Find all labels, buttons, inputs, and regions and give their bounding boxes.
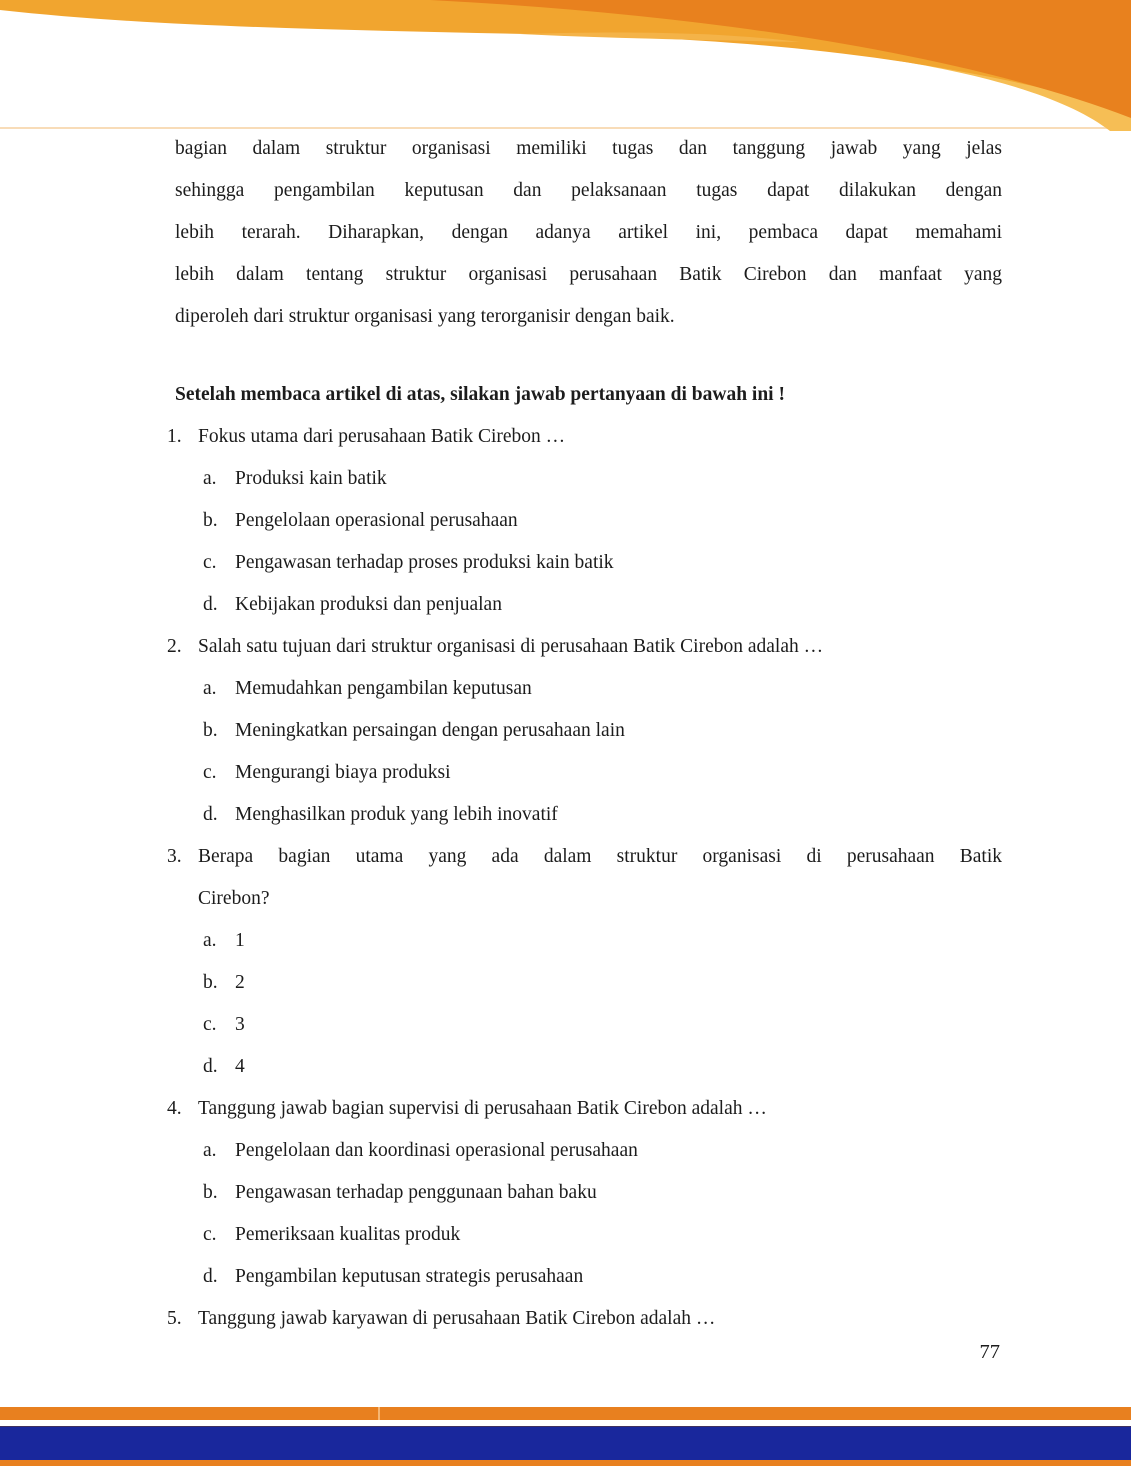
body-paragraph	[167, 128, 1002, 338]
instruction-heading: Setelah membaca artikel di atas, silakan jawab pertanyaan di bawah ini !	[175, 384, 785, 405]
question-number: 1.	[167, 426, 182, 447]
question-number: 3.	[167, 846, 182, 867]
question-number: 4.	[167, 1098, 182, 1119]
question-row	[167, 416, 1002, 458]
option-text: Pemeriksaan kualitas produk	[235, 1224, 461, 1245]
question-number: 5.	[167, 1308, 182, 1329]
paragraph-line: lebih terarah. Diharapkan, dengan adanya artikel ini, pembaca dapat memahami	[175, 222, 1002, 243]
option-letter: c.	[203, 762, 217, 783]
option-letter: d.	[203, 804, 218, 825]
option-text: 1	[235, 930, 245, 951]
option-letter: a.	[203, 468, 217, 489]
option-text: 2	[235, 972, 245, 993]
option-letter: b.	[203, 720, 218, 741]
option-letter: d.	[203, 1056, 218, 1077]
option-text: Pengawasan terhadap proses produksi kain batik	[235, 552, 614, 573]
question-text-continued: Cirebon?	[198, 888, 270, 909]
option-row	[167, 794, 1002, 836]
option-letter: c.	[203, 552, 217, 573]
option-letter: b.	[203, 1182, 218, 1203]
option-letter: d.	[203, 1266, 218, 1287]
option-row	[167, 1214, 1002, 1256]
question-row	[167, 836, 1002, 878]
option-text: Kebijakan produksi dan penjualan	[235, 594, 502, 615]
option-row	[167, 1004, 1002, 1046]
option-text: 4	[235, 1056, 245, 1077]
option-row	[167, 1046, 1002, 1088]
option-text: Menghasilkan produk yang lebih inovatif	[235, 804, 558, 825]
question-list	[167, 416, 1002, 1340]
question-row	[167, 626, 1002, 668]
option-text: Pengambilan keputusan strategis perusahaan	[235, 1266, 584, 1287]
footer-bottom-strip	[0, 1460, 1131, 1466]
option-text: Pengawasan terhadap penggunaan bahan baku	[235, 1182, 597, 1203]
option-text: Pengelolaan operasional perusahaan	[235, 510, 518, 531]
option-text: 3	[235, 1014, 245, 1035]
option-letter: a.	[203, 1140, 217, 1161]
option-row	[167, 500, 1002, 542]
paragraph-line: bagian dalam struktur organisasi memiliki tugas dan tanggung jawab yang jelas	[175, 138, 1002, 159]
question-row	[167, 1298, 1002, 1340]
question-number: 2.	[167, 636, 182, 657]
footer-blue-bar	[0, 1426, 1131, 1460]
paragraph-line: diperoleh dari struktur organisasi yang terorganisir dengan baik.	[175, 306, 675, 327]
option-letter: b.	[203, 510, 218, 531]
option-row	[167, 584, 1002, 626]
footer-orange-bar	[0, 1407, 1131, 1420]
question-row	[167, 1088, 1002, 1130]
question-text: Berapa bagian utama yang ada dalam struktur organisasi di perusahaan Batik	[198, 846, 1002, 867]
page-content	[167, 128, 1002, 1340]
option-row	[167, 668, 1002, 710]
option-text: Meningkatkan persaingan dengan perusahaan lain	[235, 720, 625, 741]
option-letter: c.	[203, 1014, 217, 1035]
paragraph-line: lebih dalam tentang struktur organisasi perusahaan Batik Cirebon dan manfaat yang	[175, 264, 1002, 285]
option-letter: b.	[203, 972, 218, 993]
paragraph-line: sehingga pengambilan keputusan dan pelaksanaan tugas dapat dilakukan dengan	[175, 180, 1002, 201]
footer-bar-divider	[378, 1407, 380, 1420]
option-row	[167, 1130, 1002, 1172]
question-text: Tanggung jawab bagian supervisi di perusahaan Batik Cirebon adalah …	[198, 1098, 767, 1119]
option-row	[167, 1256, 1002, 1298]
option-text: Mengurangi biaya produksi	[235, 762, 451, 783]
option-row	[167, 1172, 1002, 1214]
option-letter: a.	[203, 930, 217, 951]
option-letter: c.	[203, 1224, 217, 1245]
question-text: Tanggung jawab karyawan di perusahaan Batik Cirebon adalah …	[198, 1308, 716, 1329]
option-row	[167, 542, 1002, 584]
option-text: Pengelolaan dan koordinasi operasional perusahaan	[235, 1140, 638, 1161]
page-number: 77	[979, 1341, 1000, 1363]
option-row	[167, 752, 1002, 794]
header-swoosh-decoration	[0, 0, 1131, 131]
option-text: Produksi kain batik	[235, 468, 387, 489]
option-text: Memudahkan pengambilan keputusan	[235, 678, 532, 699]
option-row	[167, 710, 1002, 752]
option-letter: d.	[203, 594, 218, 615]
option-letter: a.	[203, 678, 217, 699]
question-text: Salah satu tujuan dari struktur organisasi di perusahaan Batik Cirebon adalah …	[198, 636, 824, 657]
question-text: Fokus utama dari perusahaan Batik Cirebon …	[198, 426, 566, 447]
option-row	[167, 458, 1002, 500]
option-row	[167, 962, 1002, 1004]
option-row	[167, 920, 1002, 962]
